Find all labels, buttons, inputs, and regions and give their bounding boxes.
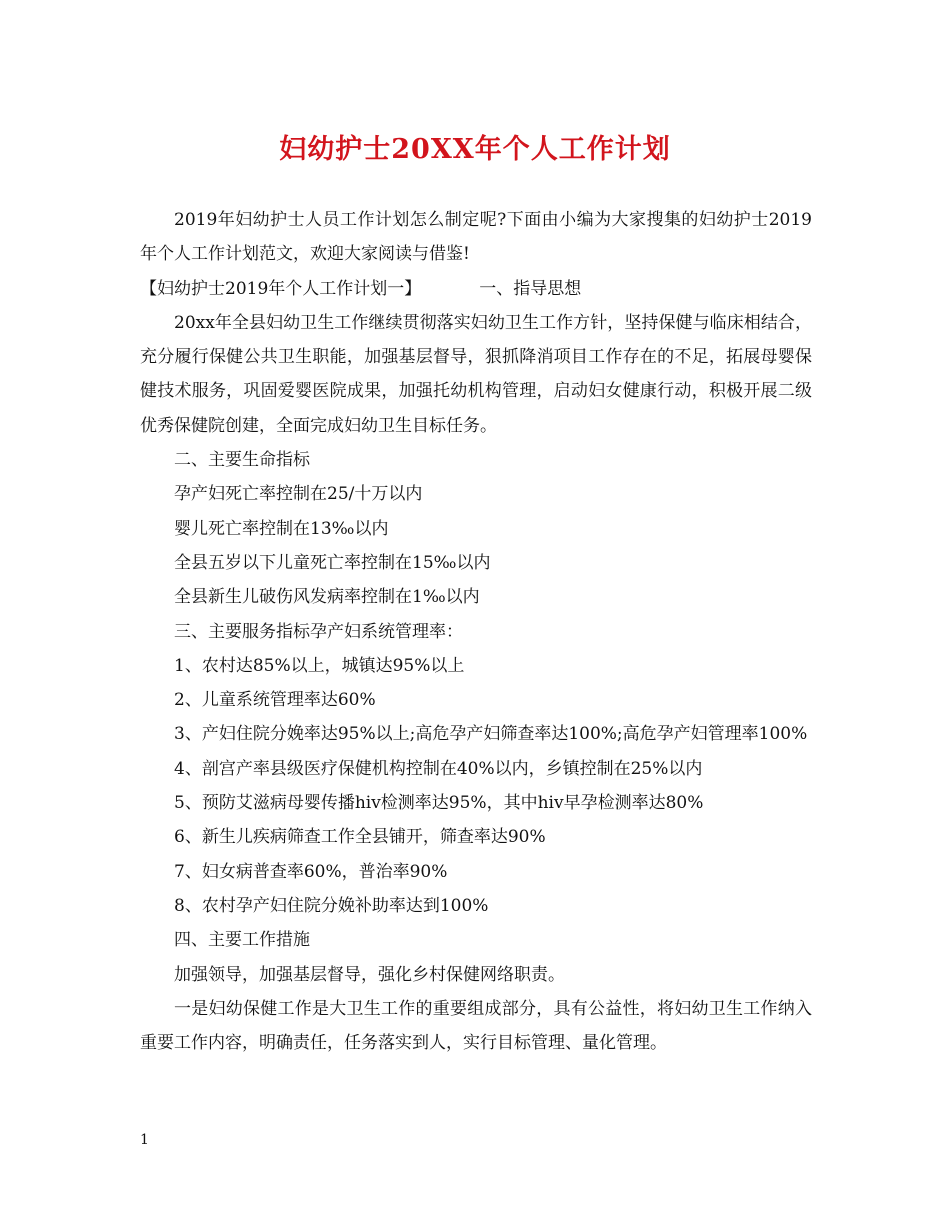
- service-indicator-item: 1、农村达85%以上，城镇达95%以上: [174, 655, 465, 676]
- life-indicator-item: 全县新生儿破伤风发病率控制在1‰以内: [174, 587, 480, 608]
- section-header-line: [140, 272, 812, 306]
- service-indicator-item: 7、妇女病普查率60%，普治率90%: [174, 861, 448, 882]
- measures-paragraph: 一是妇幼保健工作是大卫生工作的重要组成部分，具有公益性，将妇幼卫生工作纳入重要工作内容，明确责任，任务落实到人，实行目标管理、量化管理。: [140, 998, 812, 1054]
- service-indicator-item: 2、儿童系统管理率达60%: [174, 690, 376, 711]
- life-indicator-item: 婴儿死亡率控制在13‰以内: [174, 518, 389, 539]
- heading-work-measures: 四、主要工作措施: [174, 930, 310, 951]
- service-indicator-item: 3、产妇住院分娩率达95%以上;高危孕产妇筛查率达100%;高危孕产妇管理率100%: [174, 724, 808, 745]
- page-number: 1: [140, 1132, 149, 1148]
- document-body: [140, 203, 812, 1060]
- guiding-paragraph: 20xx年全县妇幼卫生工作继续贯彻落实妇幼卫生工作方针，坚持保健与临床相结合，充分履行保健公共卫生职能，加强基层督导，狠抓降消项目工作存在的不足，拓展母婴保健技术服务，巩固爱婴医院成果，加强托幼机构管理，启动妇女健康行动，积极开展二级优秀保健院创建，全面完成妇幼卫生目标任务。: [140, 312, 812, 436]
- life-indicator-item: 全县五岁以下儿童死亡率控制在15‰以内: [174, 552, 491, 573]
- service-indicator-item: 8、农村孕产妇住院分娩补助率达到100%: [174, 895, 489, 916]
- intro-paragraph: 2019年妇幼护士人员工作计划怎么制定呢?下面由小编为大家搜集的妇幼护士2019年个人工作计划范文，欢迎大家阅读与借鉴!: [140, 210, 812, 265]
- service-indicator-item: 5、预防艾滋病母婴传播hiv检测率达95%，其中hiv早孕检测率达80%: [174, 793, 704, 814]
- heading-life-indicators: 二、主要生命指标: [174, 450, 310, 471]
- section-bracket-title: 【妇幼护士2019年个人工作计划一】: [140, 278, 422, 299]
- section-heading-guiding: 一、指导思想: [479, 278, 582, 299]
- life-indicator-item: 孕产妇死亡率控制在25/十万以内: [174, 484, 423, 505]
- measures-intro: 加强领导，加强基层督导，强化乡村保健网络职责。: [174, 964, 565, 985]
- heading-service-indicators: 三、主要服务指标孕产妇系统管理率：: [174, 621, 463, 642]
- service-indicator-item: 4、剖宫产率县级医疗保健机构控制在40%以内，乡镇控制在25%以内: [174, 758, 703, 779]
- document-title: 妇幼护士20XX年个人工作计划: [279, 134, 671, 165]
- service-indicator-item: 6、新生儿疾病筛查工作全县铺开，筛查率达90%: [174, 827, 546, 848]
